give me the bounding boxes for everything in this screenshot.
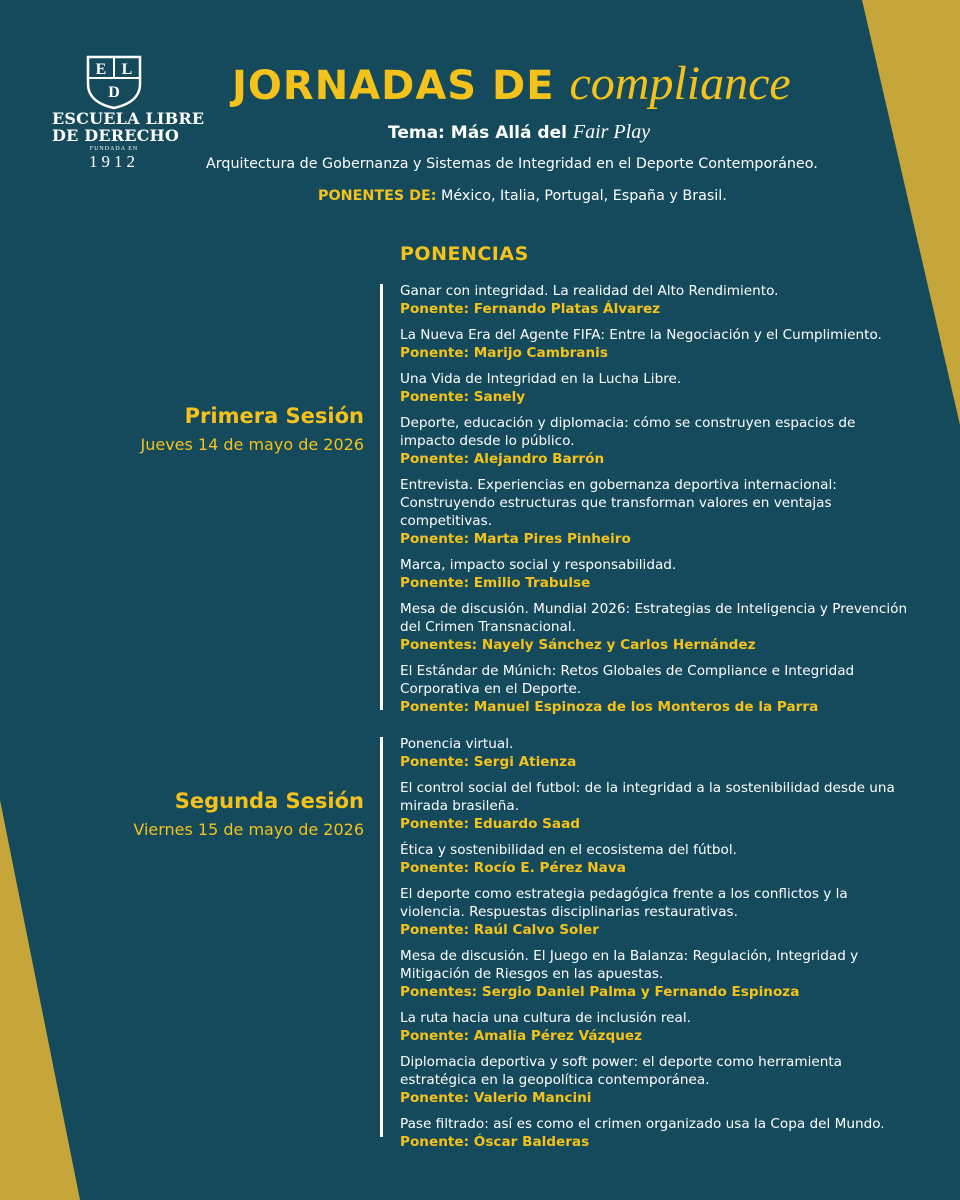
session-2-talks xyxy=(400,735,910,1159)
talk-title: El control social del futbol: de la integridad a la sostenibilidad desde una mirada brasileña. xyxy=(400,780,895,814)
list-item xyxy=(400,735,910,771)
gold-corner-bottom-left xyxy=(0,800,80,1200)
session-1-talks xyxy=(400,282,910,724)
talk-speaker: Ponente: Marta Pires Pinheiro xyxy=(400,531,631,547)
logo-tagline: FUNDADA EN xyxy=(89,146,139,152)
talk-speaker: Ponente: Amalia Pérez Vázquez xyxy=(400,1028,642,1044)
logo-letter-e: E xyxy=(95,61,107,78)
list-item xyxy=(400,414,910,468)
session-1-divider xyxy=(380,284,383,710)
talk-title: El deporte como estrategia pedagógica frente a los conflictos y la violencia. Respuestas disciplinarias restaurativas. xyxy=(400,886,848,920)
talk-title: Pase filtrado: así es como el crimen organizado usa la Copa del Mundo. xyxy=(400,1116,885,1132)
talk-speaker: Ponentes: Nayely Sánchez y Carlos Hernández xyxy=(400,637,756,653)
talk-speaker: Ponente: Marijo Cambranis xyxy=(400,345,608,361)
tema-script: Fair Play xyxy=(572,121,651,143)
title-script: compliance xyxy=(569,57,791,110)
logo-line-2: DE DERECHO xyxy=(52,126,179,145)
school-logo xyxy=(52,54,205,172)
talk-title: Deporte, educación y diplomacia: cómo se construyen espacios de impacto desde lo público. xyxy=(400,415,856,449)
logo-line-1: ESCUELA LIBRE xyxy=(52,109,205,128)
talk-speaker: Ponente: Rocío E. Pérez Nava xyxy=(400,860,626,876)
list-item xyxy=(400,662,910,716)
talk-speaker: Ponente: Alejandro Barrón xyxy=(400,451,605,467)
logo-letter-d: D xyxy=(108,84,120,101)
session-1-label xyxy=(140,404,364,454)
talk-speaker: Ponente: Eduardo Saad xyxy=(400,816,581,832)
list-item xyxy=(400,370,910,406)
list-item xyxy=(400,600,910,654)
list-item xyxy=(400,841,910,877)
talk-title: Ganar con integridad. La realidad del Alto Rendimiento. xyxy=(400,283,779,299)
logo-letter-l: L xyxy=(121,61,133,78)
list-item xyxy=(400,779,910,833)
title-main: JORNADAS DE xyxy=(232,63,555,109)
talk-title: Diplomacia deportiva y soft power: el deporte como herramienta estratégica en la geopolítica contemporánea. xyxy=(400,1054,842,1088)
list-item xyxy=(400,326,910,362)
talk-speaker: Ponente: Emilio Trabulse xyxy=(400,575,591,591)
talk-title: Una Vida de Integridad en la Lucha Libre. xyxy=(400,371,682,387)
session-2-label xyxy=(133,789,364,839)
shield-icon xyxy=(84,54,144,110)
talk-speaker: Ponente: Sanely xyxy=(400,389,526,405)
list-item xyxy=(400,947,910,1001)
tema-label: Tema: Más Allá del xyxy=(388,123,567,143)
session-date: Viernes 15 de mayo de 2026 xyxy=(133,820,364,839)
session-name: Primera Sesión xyxy=(184,404,364,428)
list-item xyxy=(400,282,910,318)
talk-title: La ruta hacia una cultura de inclusión real. xyxy=(400,1010,691,1026)
talk-title: Mesa de discusión. Mundial 2026: Estrategias de Inteligencia y Prevención del Crimen Transnacional. xyxy=(400,601,908,635)
list-item xyxy=(400,476,910,548)
session-2-divider xyxy=(380,737,383,1137)
talk-speaker: Ponente: Óscar Balderas xyxy=(400,1134,590,1150)
event-title xyxy=(232,57,791,110)
logo-year: 1912 xyxy=(89,152,139,171)
list-item xyxy=(400,885,910,939)
talk-speaker: Ponente: Sergi Atienza xyxy=(400,754,577,770)
subtitle: Arquitectura de Gobernanza y Sistemas de Integridad en el Deporte Contemporáneo. xyxy=(206,156,818,172)
talk-title: Ponencia virtual. xyxy=(400,736,514,752)
theme-line xyxy=(388,121,650,144)
talk-title: Marca, impacto social y responsabilidad. xyxy=(400,557,677,573)
talk-title: Entrevista. Experiencias en gobernanza deportiva internacional: Construyendo estructuras que transforman valores en ventajas competitivas. xyxy=(400,477,837,529)
talk-title: Ética y sostenibilidad en el ecosistema del fútbol. xyxy=(400,842,737,858)
ponencias-heading: PONENCIAS xyxy=(400,243,529,265)
talk-speaker: Ponente: Raúl Calvo Soler xyxy=(400,922,599,938)
talk-speaker: Ponentes: Sergio Daniel Palma y Fernando Espinoza xyxy=(400,984,800,1000)
list-item xyxy=(400,1053,910,1107)
list-item xyxy=(400,556,910,592)
session-date: Jueves 14 de mayo de 2026 xyxy=(140,435,364,454)
talk-speaker: Ponente: Valerio Mancini xyxy=(400,1090,592,1106)
list-item xyxy=(400,1009,910,1045)
talk-speaker: Ponente: Manuel Espinoza de los Monteros de la Parra xyxy=(400,699,819,715)
talk-speaker: Ponente: Fernando Platas Álvarez xyxy=(400,301,661,317)
speakers-countries xyxy=(318,188,727,204)
talk-title: Mesa de discusión. El Juego en la Balanza: Regulación, Integridad y Mitigación de Riesgos en las apuestas. xyxy=(400,948,859,982)
list-item xyxy=(400,1115,910,1151)
ponentes-label: PONENTES DE: xyxy=(318,188,437,204)
ponentes-countries: México, Italia, Portugal, España y Brasil. xyxy=(441,188,727,204)
talk-title: La Nueva Era del Agente FIFA: Entre la Negociación y el Cumplimiento. xyxy=(400,327,882,343)
session-name: Segunda Sesión xyxy=(174,789,364,813)
talk-title: El Estándar de Múnich: Retos Globales de Compliance e Integridad Corporativa en el Deporte. xyxy=(400,663,855,697)
